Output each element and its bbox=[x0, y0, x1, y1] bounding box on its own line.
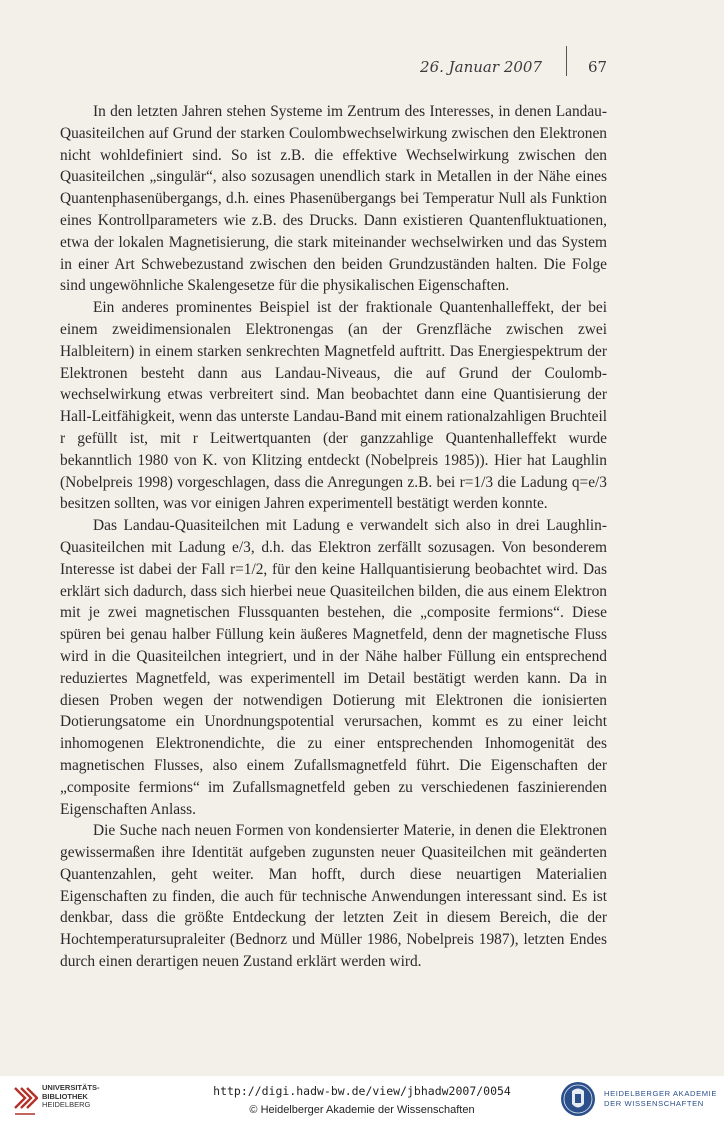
academy-seal-icon bbox=[560, 1080, 596, 1118]
paragraph-4: Die Suche nach neuen Formen von kondensierter Materie, in denen die Elektronen gewissermaßen ihre Identität aufgeben zugunsten neuer Quasiteilchen mit geänderten Quantenzahlen, geht weiter. Man hofft, durch diese neuartigen Materialien Eigenschaften zu finden, die auch für technische Anwendungen interessant sind. Es ist denkbar, dass die größte Entdeckung der letzten Zeit in diesem Bereich, die der Hochtemperatursupraleiter (Bednorz und Müller 1986, Nobelpreis 1987), letzten Endes durch einen derartigen neuen Zustand erklärt werden wird. bbox=[60, 822, 607, 971]
copyright-notice: © Heidelberger Akademie der Wissenschaften bbox=[249, 1104, 475, 1116]
paragraph-2: Ein anderes prominentes Beispiel ist der fraktionale Quantenhalleffekt, der bei einem zweidimensionalen Elektronengas (an der Grenzfläche zwischen zwei Halbleitern) in einem starken senkrechten Magnetfeld auftritt. Das Energiespektrum der Elektronen besteht dann aus Landau-Niveaus, die auf Grund der Coulombwechselwirkung etwas verbreitert sind. Man beobachtet dann eine Quantisierung der Hall-Leitfähigkeit, wenn das unterste Landau-Band mit einem rationalzahligen Bruchteil r gefüllt ist, mit r Leitwertquanten (der ganzzahlige Quantenhalleffekt wurde bekanntlich 1980 von K. von Klitzing entdeckt (Nobelpreis 1985)). Hier hat Laughlin (Nobelpreis 1998) vorgeschlagen, dass die Anregungen z.B. bei r=1/3 die Ladung q=e/3 besitzen sollten, was vor einigen Jahren experimentell bestätigt werden konnte. bbox=[60, 299, 607, 513]
academy-name-line-1: HEIDELBERGER AKADEMIE bbox=[604, 1089, 718, 1098]
article-body bbox=[60, 101, 607, 973]
paragraph-1: In den letzten Jahren stehen Systeme im Zentrum des Interesses, in denen Landau-Quasiteilchen auf Grund der starken Coulombwechselwirkung zwischen den Elektronen nicht wohldefiniert sind. So ist z.B. die effektive Wechselwirkung zwischen den Quasiteilchen „singulär“, also sozusagen unendlich stark in Metallen in der Nähe eines Quantenphasenübergangs, d.h. eines Phasenübergangs bei Temperatur Null als Funktion eines Kontrollparameters wie z.B. des Drucks. Dann existieren Quantenfluktuationen, etwa der lokalen Magnetisierung, die stark miteinander wechselwirken und das System in einer Art Schwebezustand zwischen den beiden Grundzuständen halten. Die Folge sind ungewöhnliche Skalengesetze für die physikalischen Eigenschaften. bbox=[60, 103, 607, 295]
permalink-url[interactable]: http://digi.hadw-bw.de/view/jbhadw2007/0054 bbox=[213, 1084, 511, 1098]
header-divider bbox=[566, 46, 567, 76]
library-name-line-3: HEIDELBERG bbox=[42, 1100, 91, 1109]
paragraph-3: Das Landau-Quasiteilchen mit Ladung e verwandelt sich also in drei Laughlin-Quasiteilchen mit Ladung e/3, d.h. das Elektron zerfällt sozusagen. Von besonderem Interesse ist dabei der Fall r=1/2, für den keine Hallquantisierung beobachtet wird. Das erklärt sich dadurch, dass sich hierbei neue Quasiteilchen bilden, die aus einem Elektron mit je zwei magnetischen Flussquanten bestehen, die „composite fermions“. Diese spüren bei genau halber Füllung kein äußeres Magnetfeld, denn der magnetische Fluss wird in die Quasiteilchen integriert, und in der Nähe halber Füllung ein entsprechend reduziertes Magnetfeld, was experimentell im Detail bestätigt werden kann. Da in diesen Proben wegen der notwendigen Dotierung mit Elektronen die ionisierten Dotierungsatome ein Unordnungspotential verursachen, kommt es zu einer leicht inhomogenen Elektronendichte, die zu einer entsprechenden Inhomogenität des magnetischen Flusses, also einem Zufallsmagnetfeld führt. Die Eigenschaften der „composite fermions“ im Zufallsmagnetfeld geben zu verschiedenen faszinierenden Eigenschaften Anlass. bbox=[60, 517, 607, 818]
library-name-line-1: UNIVERSITÄTS- bbox=[42, 1083, 100, 1092]
page-number: 67 bbox=[588, 58, 608, 76]
academy-name bbox=[604, 1089, 717, 1109]
library-name-line-2: BIBLIOTHEK bbox=[42, 1091, 88, 1101]
academy-name-line-2: DER WISSENSCHAFTEN bbox=[604, 1099, 704, 1108]
digitization-footer bbox=[0, 1076, 724, 1124]
running-header-date: 26. Januar 2007 bbox=[420, 58, 542, 76]
